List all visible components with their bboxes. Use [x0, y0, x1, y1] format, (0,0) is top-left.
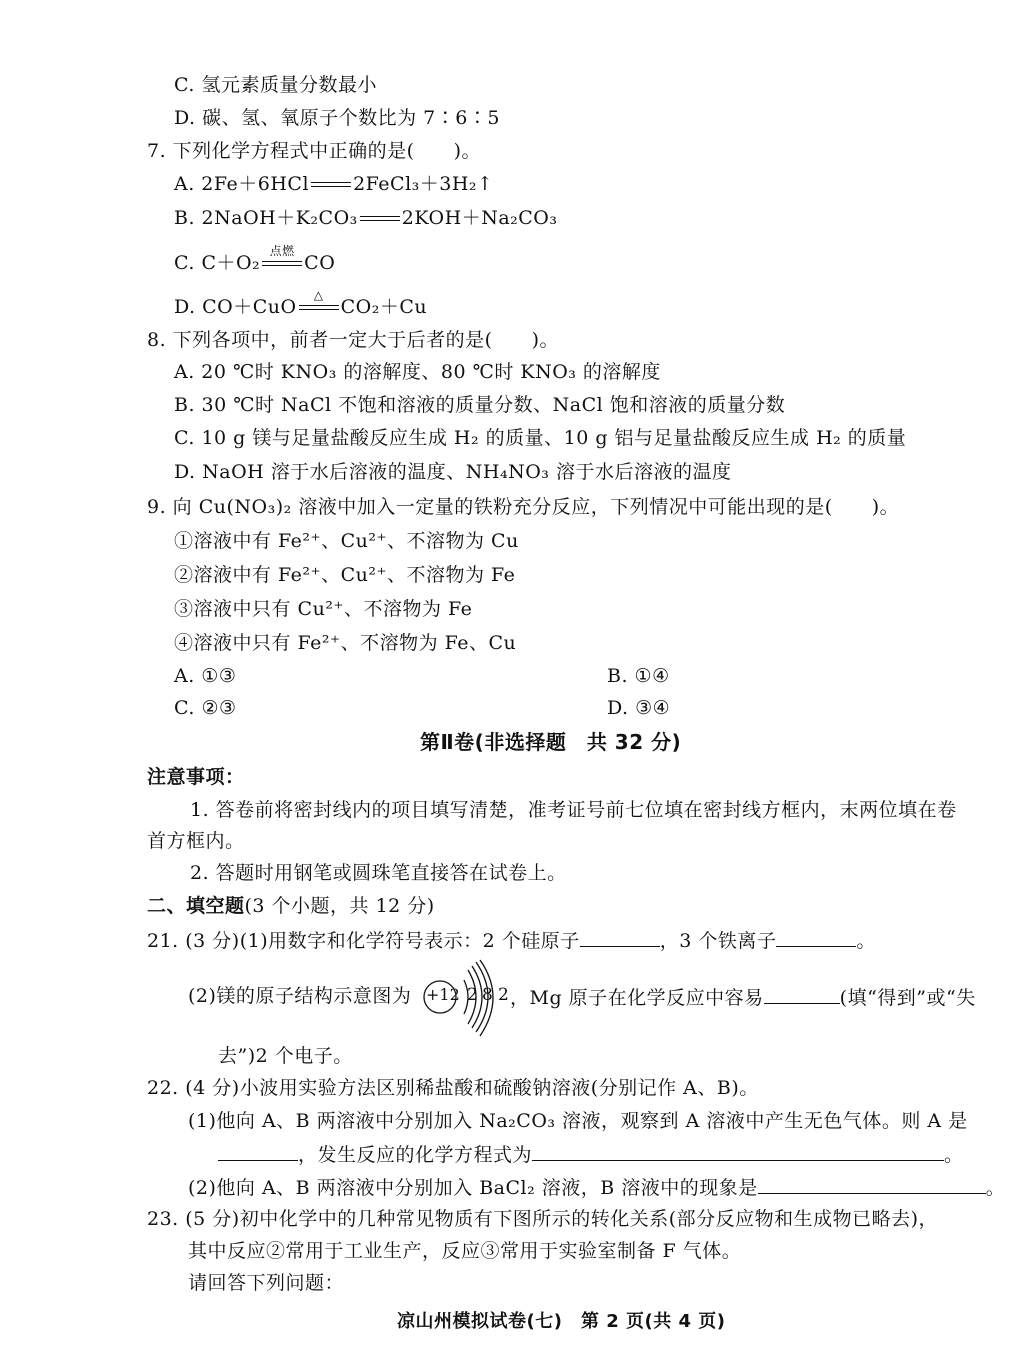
q21-part-2c: 去”)2 个电子。 — [218, 1045, 353, 1067]
answer-blank[interactable] — [218, 1140, 298, 1161]
q6-option-c: C. 氢元素质量分数最小 — [174, 74, 377, 96]
q22-p1-text-b: ，发生反应的化学方程式为 — [298, 1144, 533, 1166]
q8-stem: 8. 下列各项中，前者一定大于后者的是( )。 — [147, 329, 559, 351]
q9-option-d: D. ③④ — [607, 697, 671, 719]
q7-option-d — [174, 288, 428, 320]
q9-option-a: A. ①③ — [174, 665, 237, 687]
section-title: 第Ⅱ卷(非选择题 共 32 分) — [420, 730, 682, 754]
q7-a-left: A. 2Fe＋6HCl — [174, 173, 310, 195]
q21-p1-text-b: ，3 个铁离子 — [659, 930, 777, 952]
q23-stem-a: 23. (5 分)初中化学中的几种常见物质有下图所示的转化关系(部分反应物和生成物已略去)， — [147, 1208, 939, 1230]
q7-d-left: D. CO＋CuO — [174, 296, 297, 318]
q6-option-d: D. 碳、氢、氧原子个数比为 7∶6∶5 — [174, 107, 500, 129]
q7-d-right: CO₂＋Cu — [340, 296, 428, 318]
q21-p1-text-a: 21. (3 分)(1)用数字和化学符号表示：2 个硅原子 — [147, 930, 580, 952]
reaction-condition: △ — [313, 288, 324, 302]
q8-option-b: B. 30 ℃时 NaCl 不饱和溶液的质量分数、NaCl 饱和溶液的质量分数 — [174, 394, 786, 416]
answer-blank[interactable] — [580, 926, 660, 947]
q22-p2-text-a: (2)他向 A、B 两溶液中分别加入 BaCl₂ 溶液，B 溶液中的现象是 — [188, 1177, 758, 1199]
q9-option-b: B. ①④ — [607, 665, 670, 687]
q9-statement-4: ④溶液中只有 Fe²⁺、不溶物为 Fe、Cu — [174, 632, 517, 654]
q21-part-2b — [510, 983, 976, 1011]
reaction-condition: 点燃 — [269, 244, 295, 258]
equals-sign — [297, 288, 341, 314]
q7-a-right: 2FeCl₃＋3H₂↑ — [353, 173, 494, 195]
q22-part-2 — [188, 1173, 1005, 1201]
q9-stem: 9. 向 Cu(NO₃)₂ 溶液中加入一定量的铁粉充分反应，下列情况中可能出现的是( )。 — [147, 496, 900, 518]
fill-section-heading — [147, 893, 435, 919]
q7-option-a — [174, 171, 493, 197]
equals-sign — [358, 213, 402, 225]
q7-option-b — [174, 205, 558, 231]
q22-part-1a: (1)他向 A、B 两溶液中分别加入 Na₂CO₃ 溶液，观察到 A 溶液中产生无色气体。则 A 是 — [188, 1110, 968, 1132]
notice-item-2: 2. 答题时用钢笔或圆珠笔直接答在试卷上。 — [190, 862, 567, 884]
answer-blank[interactable] — [532, 1140, 944, 1161]
q9-statement-3: ③溶液中只有 Cu²⁺、不溶物为 Fe — [174, 598, 473, 620]
shell-2-electrons: 8 — [482, 985, 493, 1005]
q9-option-c: C. ②③ — [174, 697, 237, 719]
q7-option-c — [174, 244, 336, 276]
q7-c-right: CO — [304, 252, 336, 274]
notice-title: 注意事项： — [147, 766, 245, 788]
shell-1-electrons: 2 — [467, 985, 478, 1005]
q22-stem: 22. (4 分)小波用实验方法区别稀盐酸和硫酸钠溶液(分别记作 A、B)。 — [147, 1077, 759, 1099]
q9-statement-1: ①溶液中有 Fe²⁺、Cu²⁺、不溶物为 Cu — [174, 530, 519, 552]
notice-item-1-cont: 首方框内。 — [147, 830, 245, 852]
fill-section-title: 二、填空题 — [147, 895, 245, 917]
q9-statement-2: ②溶液中有 Fe²⁺、Cu²⁺、不溶物为 Fe — [174, 564, 516, 586]
q7-b-right: 2KOH＋Na₂CO₃ — [401, 207, 558, 229]
q8-option-c: C. 10 g 镁与足量盐酸反应生成 H₂ 的质量、10 g 铝与足量盐酸反应生成 H₂ 的质量 — [174, 427, 907, 449]
answer-blank[interactable] — [776, 926, 856, 947]
answer-blank[interactable] — [758, 1173, 986, 1194]
page-footer: 凉山州模拟试卷(七) 第 2 页(共 4 页) — [397, 1311, 726, 1332]
q23-stem-c: 请回答下列问题： — [188, 1272, 345, 1294]
equals-sign — [309, 179, 353, 191]
answer-blank[interactable] — [764, 983, 840, 1004]
nucleus-charge: +12 — [426, 985, 460, 1004]
shell-3-electrons: 2 — [498, 985, 509, 1005]
q8-option-d: D. NaOH 溶于水后溶液的温度、NH₄NO₃ 溶于水后溶液的温度 — [174, 461, 732, 483]
notice-item-1: 1. 答卷前将密封线内的项目填写清楚，准考证号前七位填在密封线方框内，末两位填在卷 — [190, 799, 957, 821]
q21-p2-text-c: (填“得到”或“失 — [839, 987, 976, 1009]
q21-part-1 — [147, 926, 876, 954]
q22-p1-text-c: 。 — [944, 1144, 964, 1166]
q7-c-left: C. C＋O₂ — [174, 252, 261, 274]
q23-stem-b: 其中反应②常用于工业生产，反应③常用于实验室制备 F 气体。 — [188, 1240, 742, 1262]
q7-stem: 7. 下列化学方程式中正确的是( )。 — [147, 140, 481, 162]
q8-option-a: A. 20 ℃时 KNO₃ 的溶解度、80 ℃时 KNO₃ 的溶解度 — [174, 361, 661, 383]
q22-p2-text-b: 。 — [985, 1177, 1006, 1199]
equals-sign — [260, 244, 304, 270]
q21-p2-text-b: ，Mg 原子在化学反应中容易 — [510, 987, 764, 1009]
q22-part-1b — [218, 1140, 964, 1168]
q21-p1-text-c: 。 — [856, 930, 876, 952]
q21-part-2a: (2)镁的原子结构示意图为 — [188, 985, 412, 1007]
q7-b-left: B. 2NaOH＋K₂CO₃ — [174, 207, 358, 229]
fill-section-note: (3 个小题，共 12 分) — [244, 895, 435, 917]
